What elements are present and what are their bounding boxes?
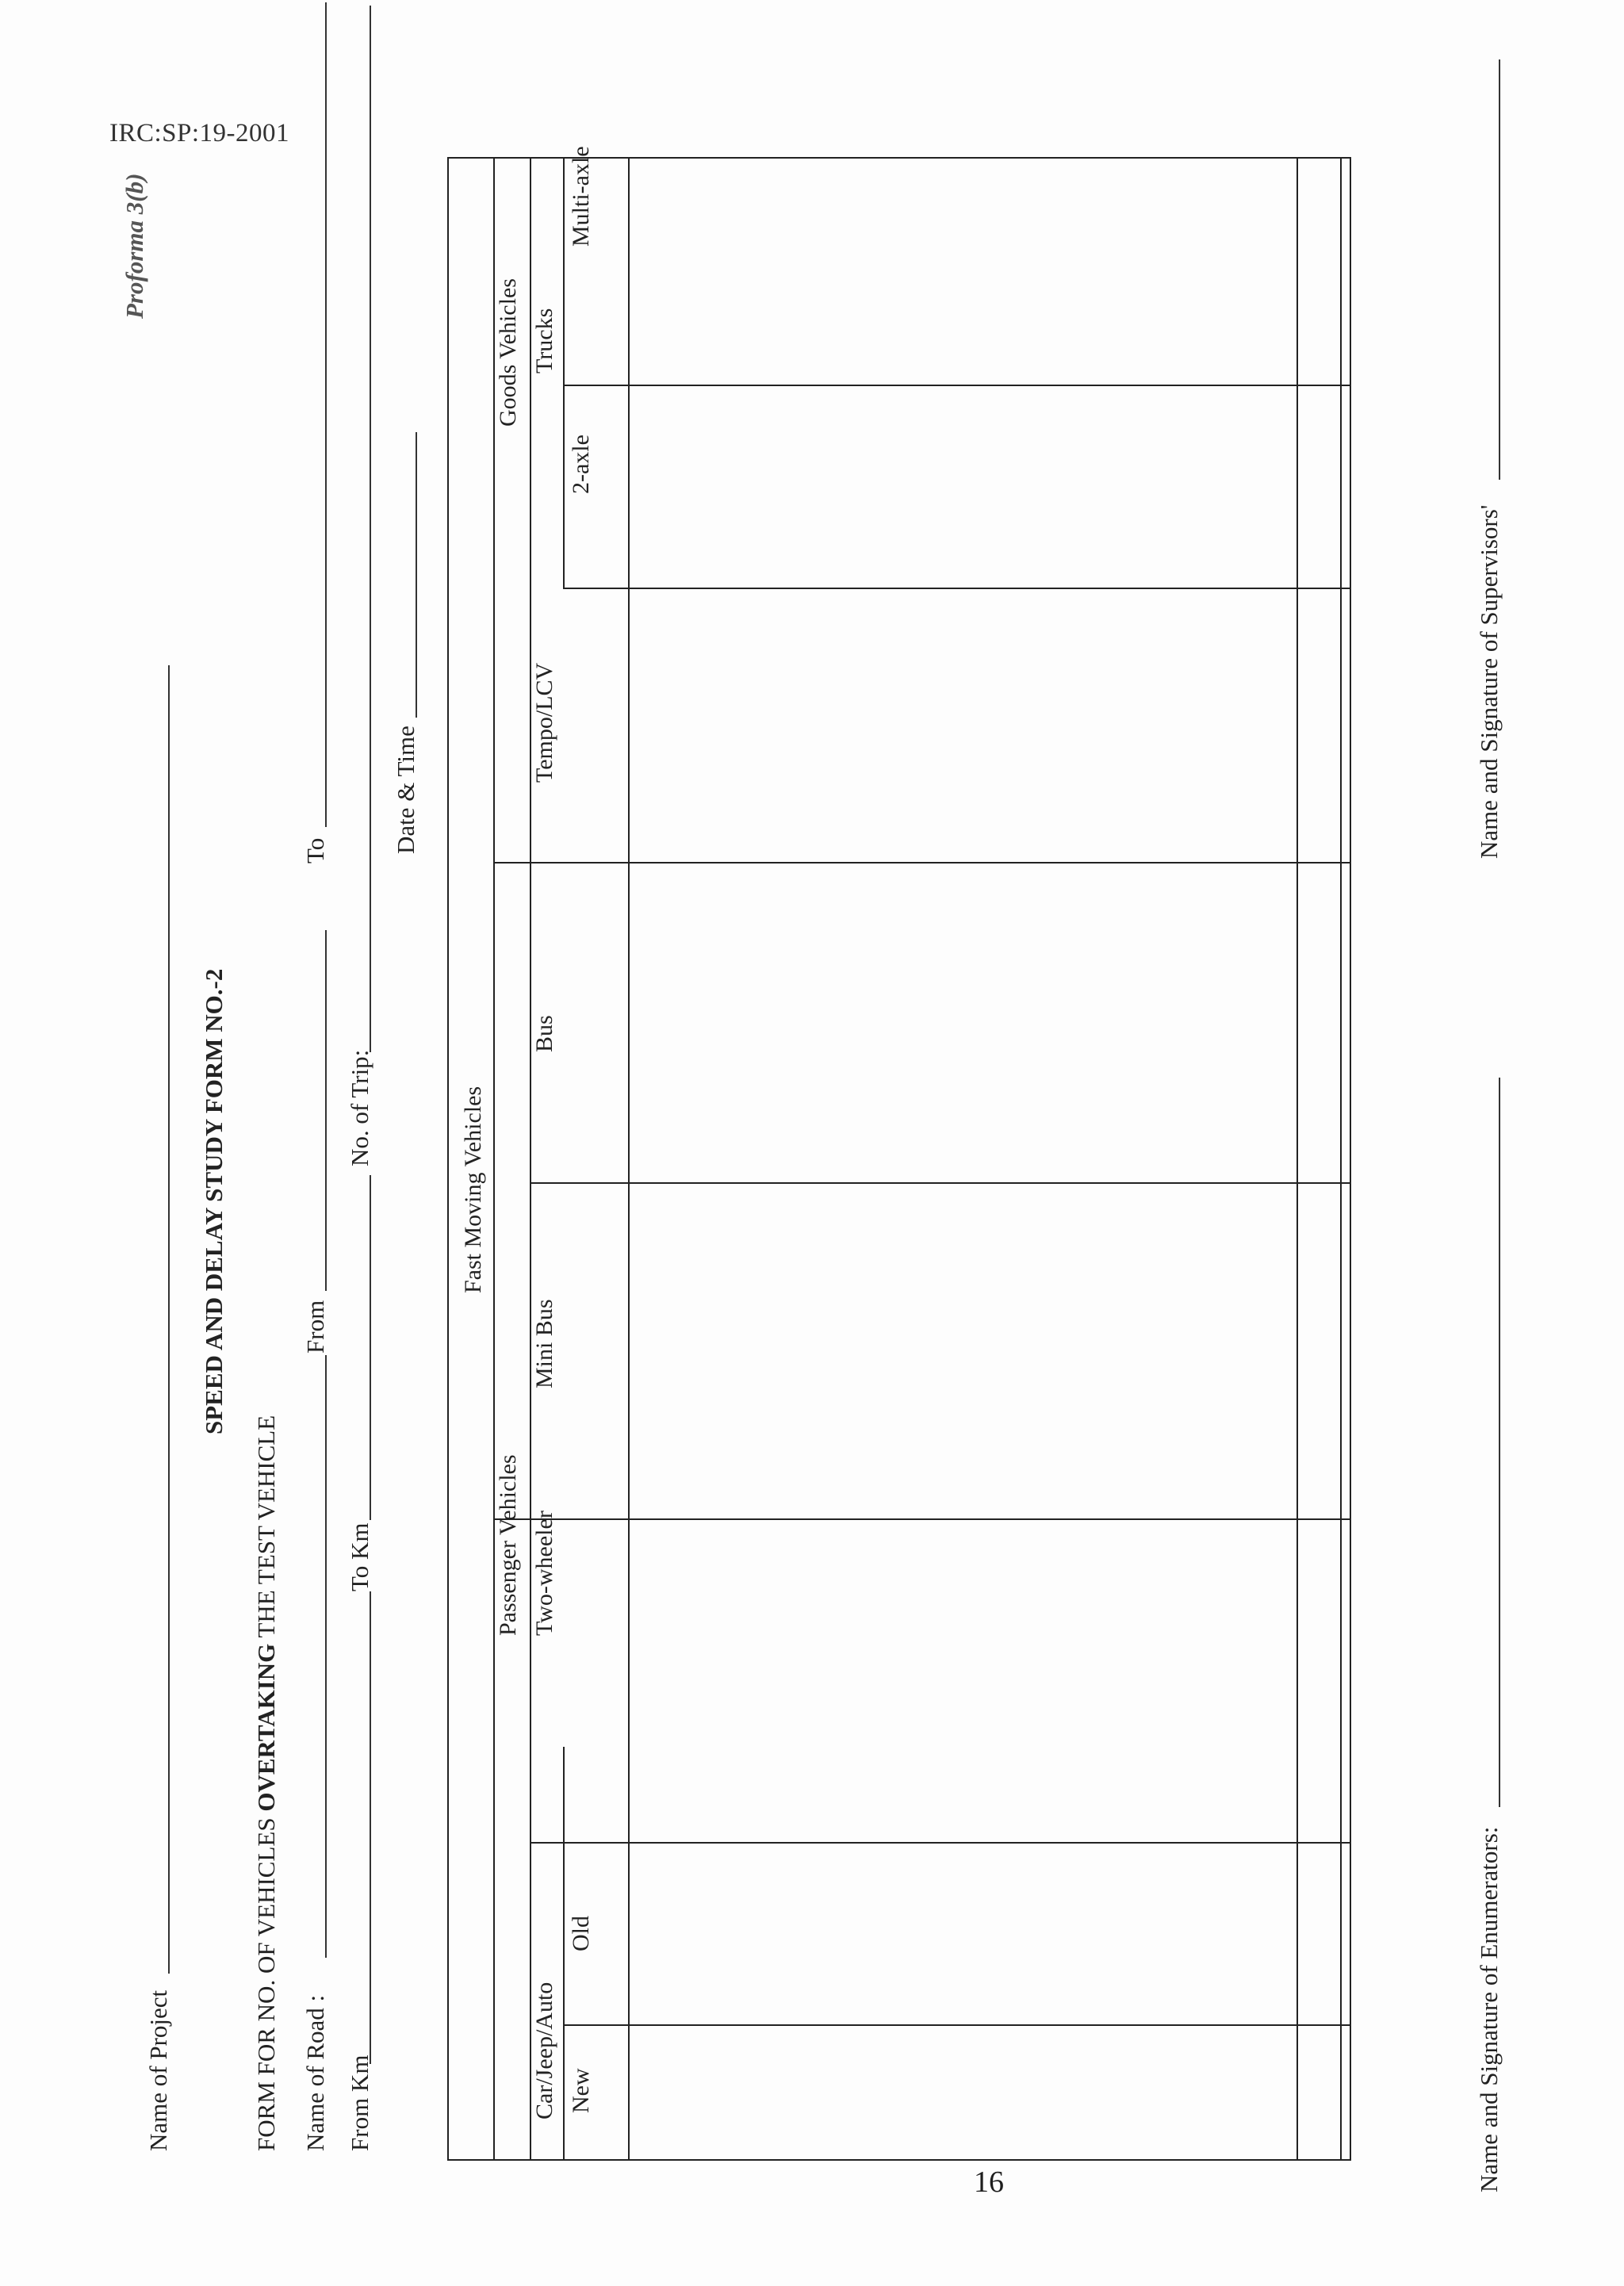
rule-below-group-top: [493, 159, 495, 2161]
header-2axle: 2-axle: [568, 435, 594, 494]
form-title: SPEED AND DELAY STUDY FORM NO.-2: [200, 968, 228, 1434]
header-car: Car/Jeep/Auto: [531, 1982, 557, 2119]
project-line: [168, 665, 170, 1974]
table-border-left: [447, 2159, 1351, 2161]
trip-label: No. of Trip:: [346, 1049, 373, 1166]
rule-below-car: [563, 1747, 565, 2161]
rule-below-trucks: [563, 159, 565, 589]
header-old: Old: [568, 1916, 594, 1951]
to-line: [325, 2, 327, 827]
from-label: From: [301, 1300, 329, 1354]
header-multi-axle: Multi-axle: [568, 146, 594, 247]
header-passenger: Passenger Vehicles: [495, 1454, 521, 1636]
to-km-label: To Km: [346, 1522, 373, 1591]
to-label: To: [301, 837, 329, 863]
page-number: 16: [974, 2165, 1004, 2199]
col-new-old: [563, 2024, 1350, 2026]
datetime-label: Date & Time: [392, 726, 419, 854]
table-border-bottom: [1350, 158, 1351, 2161]
subtitle-bold: OVERTAKING: [252, 1643, 280, 1812]
col-two-mini: [493, 1518, 1350, 1520]
supervisors-label: Name and Signature of Supervisors': [1475, 504, 1503, 859]
rule-below-groups: [530, 159, 531, 2161]
proforma-label: Proforma 3(b): [121, 173, 148, 319]
from-line: [325, 930, 327, 1291]
road-line: [325, 1355, 327, 1958]
col-axle-multi: [563, 385, 1350, 386]
document-code: IRC:SP:19-2001: [109, 119, 290, 147]
trip-line: [370, 6, 371, 1052]
from-km-label: From Km: [346, 2054, 373, 2151]
from-km-line: [370, 1591, 371, 2064]
header-two-wheeler: Two-wheeler: [531, 1511, 557, 1636]
subtitle-pre: FORM FOR NO. OF VEHICLES: [252, 1817, 280, 2151]
rule-footer-row: [1297, 159, 1298, 2161]
form-subtitle: [252, 1415, 281, 2151]
header-tempo: Tempo/LCV: [531, 662, 557, 783]
header-trucks: Trucks: [531, 308, 557, 373]
header-goods: Goods Vehicles: [495, 278, 521, 427]
header-bus: Bus: [531, 1015, 557, 1052]
rule-below-headers: [628, 159, 630, 2161]
header-fast-moving: Fast Moving Vehicles: [460, 1086, 486, 1293]
road-label: Name of Road :: [301, 1994, 329, 2151]
header-mini-bus: Mini Bus: [531, 1299, 557, 1388]
enumerators-line: [1499, 1078, 1500, 1807]
col-bus-tempo: [493, 862, 1350, 863]
enumerators-label: Name and Signature of Enumerators:: [1475, 1826, 1503, 2192]
subtitle-post: THE TEST VEHICLE: [252, 1415, 280, 1638]
col-mini-bus: [530, 1182, 1350, 1184]
table-border-top: [447, 158, 449, 2161]
col-car-two: [530, 1842, 1350, 1844]
project-label: Name of Project: [144, 1989, 172, 2151]
col-tempo-axle: [563, 588, 1350, 589]
supervisors-line: [1499, 59, 1500, 480]
datetime-line: [416, 432, 417, 718]
header-new: New: [568, 2068, 594, 2113]
to-km-line: [370, 1175, 371, 1520]
rule-footer-row-2: [1340, 159, 1342, 2161]
